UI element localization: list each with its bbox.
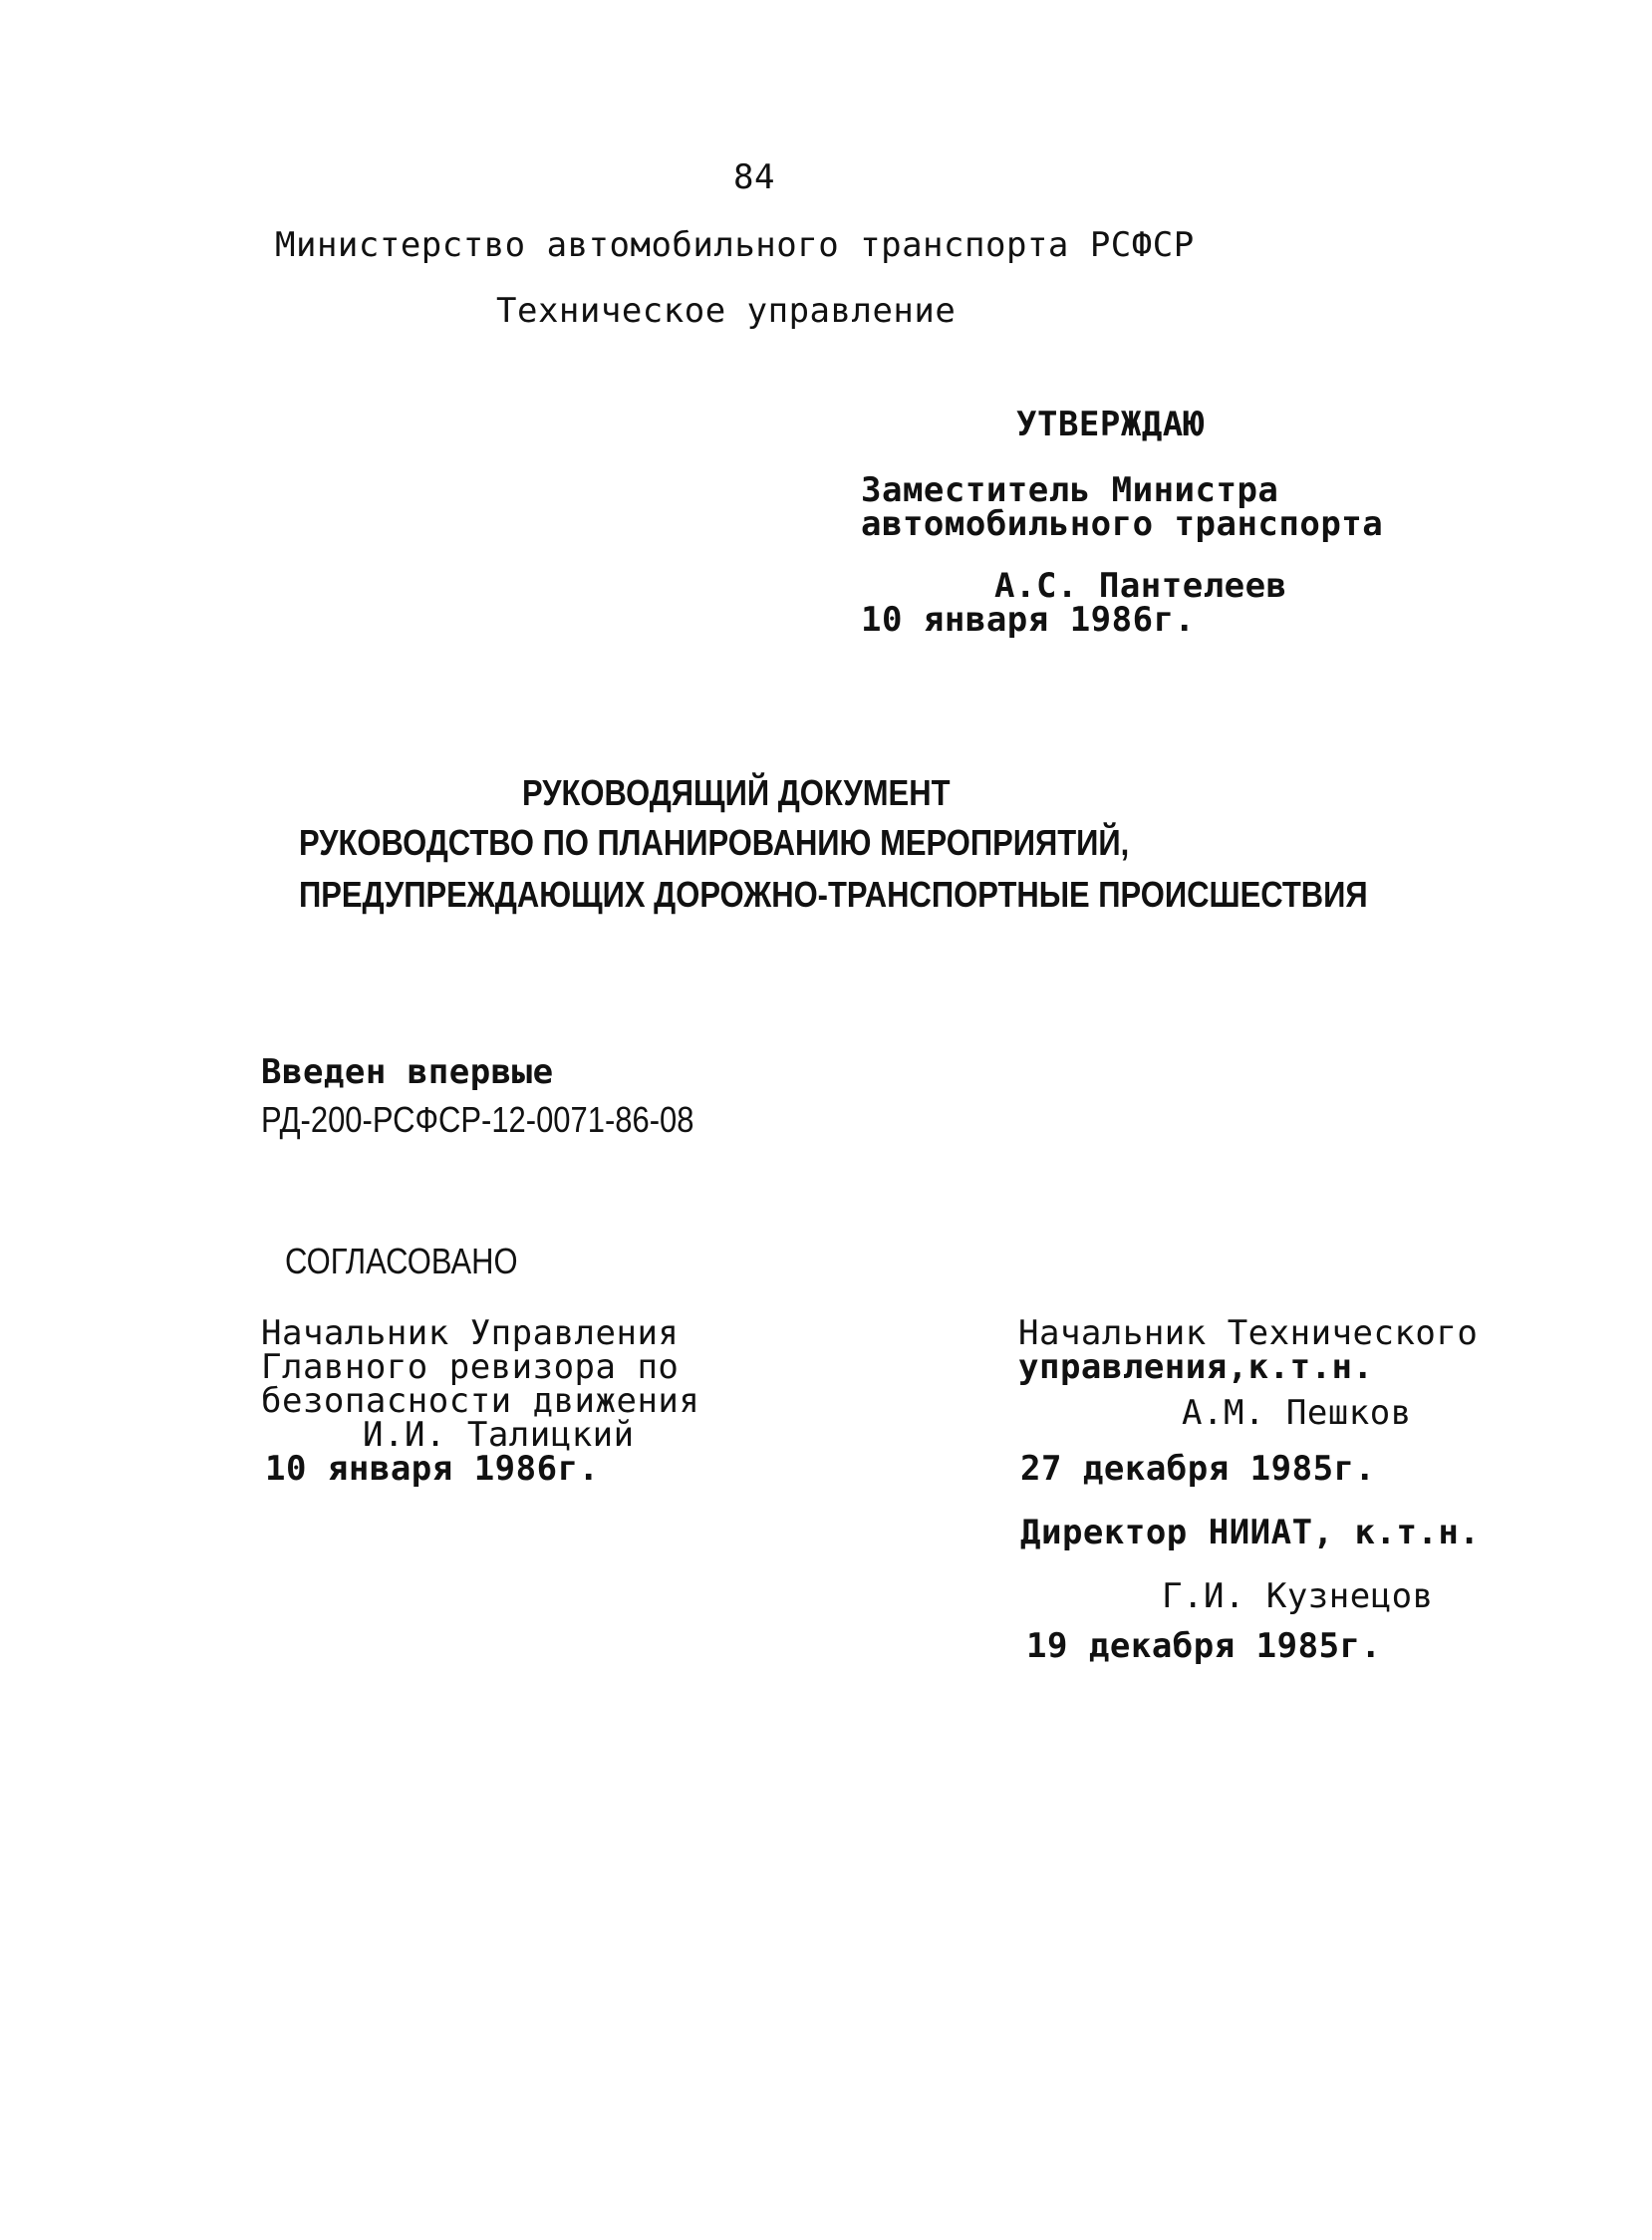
agreed-director-position: Директор НИИАТ, к.т.н.	[1020, 1513, 1481, 1552]
department-name: Техническое управление	[496, 291, 957, 331]
agreed-director-date: 19 декабря 1985г.	[1026, 1626, 1382, 1666]
agreed-heading: СОГЛАСОВАНО	[285, 1241, 518, 1281]
agreed-right-line1: Начальник Технического	[1018, 1313, 1479, 1353]
agreed-left-line1: Начальник Управления	[261, 1313, 680, 1353]
approval-date: 10 января 1986г.	[861, 600, 1196, 640]
agreed-left-line3: безопасности движения	[261, 1381, 700, 1421]
document-title-line1: РУКОВОДСТВО ПО ПЛАНИРОВАНИЮ МЕРОПРИЯТИЙ,	[299, 822, 1130, 863]
agreed-left-signatory-name: И.И. Талицкий	[363, 1415, 635, 1455]
page-number: 84	[733, 157, 775, 197]
approval-signatory-name: А.С. Пантелеев	[994, 566, 1287, 606]
document-title-line2: ПРЕДУПРЕЖДАЮЩИХ ДОРОЖНО-ТРАНСПОРТНЫЕ ПРОИСШЕСТВИЯ	[299, 874, 1368, 915]
approval-position-line1: Заместитель Министра	[861, 470, 1279, 510]
agreed-left-date: 10 января 1986г.	[265, 1449, 600, 1489]
document-code: РД-200-РСФСР-12-0071-86-08	[261, 1099, 694, 1140]
approval-position-line2: автомобильного транспорта	[861, 504, 1384, 544]
agreed-left-line2: Главного ревизора по	[261, 1347, 680, 1387]
introduced-status: Введен впервые	[261, 1052, 554, 1092]
approval-heading: УТВЕРЖДАЮ	[1016, 405, 1205, 444]
agreed-director-name: Г.И. Кузнецов	[1162, 1576, 1434, 1616]
agreed-right-signatory-name: А.М. Пешков	[1182, 1393, 1412, 1433]
agreed-right-date: 27 декабря 1985г.	[1020, 1449, 1376, 1489]
ministry-name: Министерство автомобильного транспорта РСФСР	[275, 225, 1195, 265]
document-type: РУКОВОДЯЩИЙ ДОКУМЕНТ	[522, 772, 951, 813]
agreed-right-line2: управления,к.т.н.	[1018, 1347, 1374, 1387]
